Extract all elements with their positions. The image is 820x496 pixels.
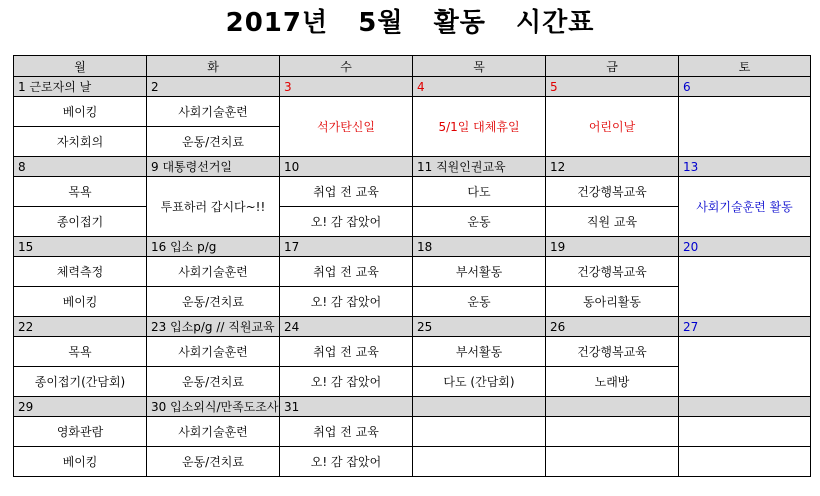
activity-cell: 체력측정 <box>14 257 147 287</box>
weekday-tue: 화 <box>147 56 280 77</box>
activity-cell: 부서활동 <box>413 257 546 287</box>
date-cell: 17 <box>280 237 413 257</box>
activity-cell: 자치회의 <box>14 127 147 157</box>
activity-cell: 취업 전 교육 <box>280 417 413 447</box>
activity-cell <box>413 447 546 477</box>
activity-cell: 부서활동 <box>413 337 546 367</box>
date-cell: 29 <box>14 397 147 417</box>
date-cell: 26 <box>546 317 679 337</box>
activity-cell <box>546 417 679 447</box>
activity-cell: 종이접기 <box>14 207 147 237</box>
date-cell: 6 <box>679 77 811 97</box>
date-cell: 3 <box>280 77 413 97</box>
schedule-table <box>13 55 811 477</box>
activity-cell: 다도 <box>413 177 546 207</box>
activity-cell: 건강행복교육 <box>546 257 679 287</box>
date-cell: 11 직원인권교육 <box>413 157 546 177</box>
holiday-cell: 석가탄신일 <box>280 97 413 157</box>
date-cell: 18 <box>413 237 546 257</box>
weekday-mon: 월 <box>14 56 147 77</box>
activity-cell: 사회기술훈련 <box>147 337 280 367</box>
date-cell: 9 대통령선거일 <box>147 157 280 177</box>
activity-cell: 오! 감 잡았어 <box>280 287 413 317</box>
date-row <box>14 237 811 257</box>
date-row <box>14 397 811 417</box>
date-cell <box>546 397 679 417</box>
activity-row <box>14 337 811 367</box>
date-cell: 13 <box>679 157 811 177</box>
activity-cell <box>679 447 811 477</box>
activity-cell: 베이킹 <box>14 287 147 317</box>
activity-cell: 목욕 <box>14 177 147 207</box>
weekday-sat: 토 <box>679 56 811 77</box>
activity-cell <box>413 417 546 447</box>
date-cell: 8 <box>14 157 147 177</box>
date-cell: 5 <box>546 77 679 97</box>
date-cell: 4 <box>413 77 546 97</box>
activity-cell: 베이킹 <box>14 447 147 477</box>
date-cell: 27 <box>679 317 811 337</box>
activity-cell: 사회기술훈련 활동 <box>679 177 811 237</box>
date-cell: 16 입소 p/g <box>147 237 280 257</box>
activity-cell: 오! 감 잡았어 <box>280 207 413 237</box>
activity-row <box>14 257 811 287</box>
date-cell: 1 근로자의 날 <box>14 77 147 97</box>
activity-cell: 운동/견치료 <box>147 127 280 157</box>
weekday-header-row <box>14 56 811 77</box>
activity-cell: 동아리활동 <box>546 287 679 317</box>
date-cell: 19 <box>546 237 679 257</box>
date-cell: 20 <box>679 237 811 257</box>
activity-cell: 사회기술훈련 <box>147 417 280 447</box>
activity-cell: 오! 감 잡았어 <box>280 447 413 477</box>
page-title: 2017년 5월 활동 시간표 <box>225 8 595 38</box>
holiday-cell: 5/1일 대체휴일 <box>413 97 546 157</box>
date-row <box>14 317 811 337</box>
holiday-cell: 어린이날 <box>546 97 679 157</box>
activity-cell: 영화관람 <box>14 417 147 447</box>
activity-cell: 사회기술훈련 <box>147 97 280 127</box>
date-cell: 30 입소외식/만족도조사 <box>147 397 280 417</box>
activity-cell <box>546 447 679 477</box>
activity-cell: 직원 교육 <box>546 207 679 237</box>
activity-cell: 취업 전 교육 <box>280 177 413 207</box>
date-cell: 25 <box>413 317 546 337</box>
date-cell: 10 <box>280 157 413 177</box>
activity-cell: 취업 전 교육 <box>280 257 413 287</box>
activity-cell: 투표하러 갑시다~!! <box>147 177 280 237</box>
activity-cell: 사회기술훈련 <box>147 257 280 287</box>
activity-row <box>14 417 811 447</box>
activity-cell: 운동 <box>413 287 546 317</box>
activity-cell: 노래방 <box>546 367 679 397</box>
date-cell: 31 <box>280 397 413 417</box>
date-cell: 2 <box>147 77 280 97</box>
activity-row <box>14 97 811 127</box>
activity-row <box>14 177 811 207</box>
activity-cell <box>679 257 811 317</box>
activity-cell: 운동/견치료 <box>147 287 280 317</box>
activity-cell <box>679 337 811 397</box>
date-cell: 23 입소p/g // 직원교육 <box>147 317 280 337</box>
activity-cell: 베이킹 <box>14 97 147 127</box>
activity-cell: 종이접기(간담회) <box>14 367 147 397</box>
activity-cell <box>679 417 811 447</box>
activity-cell: 건강행복교육 <box>546 177 679 207</box>
date-cell <box>413 397 546 417</box>
activity-cell <box>679 97 811 157</box>
activity-cell: 다도 (간담회) <box>413 367 546 397</box>
activity-cell: 오! 감 잡았어 <box>280 367 413 397</box>
date-cell <box>679 397 811 417</box>
date-cell: 22 <box>14 317 147 337</box>
activity-cell: 취업 전 교육 <box>280 337 413 367</box>
date-cell: 24 <box>280 317 413 337</box>
weekday-wed: 수 <box>280 56 413 77</box>
activity-cell: 건강행복교육 <box>546 337 679 367</box>
activity-cell: 운동/견치료 <box>147 367 280 397</box>
activity-cell: 목욕 <box>14 337 147 367</box>
activity-cell: 운동 <box>413 207 546 237</box>
activity-cell: 운동/견치료 <box>147 447 280 477</box>
weekday-thu: 목 <box>413 56 546 77</box>
date-row <box>14 77 811 97</box>
date-cell: 15 <box>14 237 147 257</box>
activity-row <box>14 447 811 477</box>
weekday-fri: 금 <box>546 56 679 77</box>
date-row <box>14 157 811 177</box>
date-cell: 12 <box>546 157 679 177</box>
